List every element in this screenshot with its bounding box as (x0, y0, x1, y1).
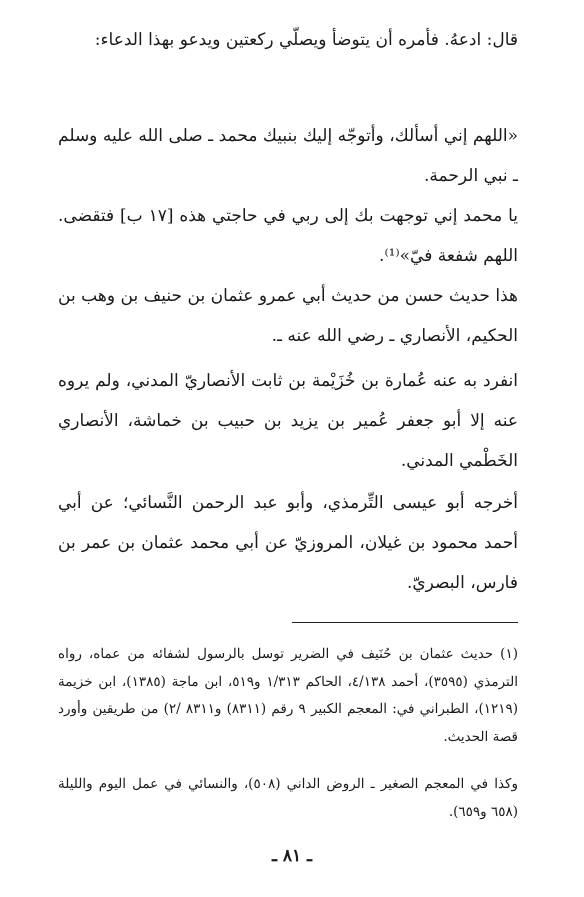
body-paragraph-5: انفرد به عنه عُمارة بن خُزَيْمة بن ثابت الأنصاريّ المدني، ولم يروه عنه إلا أبو جعفر عُمير بن يزيد بن حبيب بن خماشة، الأنصاري الخَطْمي المدني. (58, 371, 518, 471)
body-paragraph-6: أخرجه أبو عيسى التِّرمذي، وأبو عبد الرحمن النَّسائي؛ عن أبي أحمد محمود بن غيلان، المروزيّ عن أبي محمد عثمان بن عمر بن فارس، البصريّ. (58, 493, 518, 593)
body-paragraph-2: «اللهم إني أسألك، وأتوجّه إليك بنبيك محمد ـ صلى الله عليه وسلم ـ نبي الرحمة. (58, 126, 519, 186)
footnote-separator (292, 622, 518, 623)
body-paragraph-3: يا محمد إني توجهت بك إلى ربي في حاجتي هذه [١٧ ب] فتقضى. اللهم شفعة فيّ»⁽¹⁾. (58, 206, 518, 266)
page-number: ـ ٨١ ـ (271, 846, 313, 866)
footnote-1: (١) حديث عثمان بن حُنَيف في الضرير توسل بالرسول لشفائه من عماه، رواه الترمذي (٣٥٩٥)، أحمد ٤/١٣٨، الحاكم ١/٣١٣ و٥١٩، ابن ماجة (١٣٨٥)، ابن خزيمة (١٢١٩)، الطبراني في: المعجم الكبير ٩ رقم (٨٣١١) و٨٣١١ /٢) من طريقين وأورد قصة الحديث. (58, 646, 519, 745)
body-paragraph-4: هذا حديث حسن من حديث أبي عمرو عثمان بن حنيف بن وهب بن الحكيم، الأنصاري ـ رضي الله عنه ـ. (58, 286, 518, 346)
footnote-1-continuation: وكذا في المعجم الصغير ـ الروض الداني (٥٠٨)، والنسائي في عمل اليوم والليلة (٦٥٨ و٦٥٩). (58, 776, 518, 820)
body-paragraph-1: قال: ادعهُ. فأمره أن يتوضأ ويصلّي ركعتين ويدعو بهذا الدعاء: (94, 30, 518, 50)
